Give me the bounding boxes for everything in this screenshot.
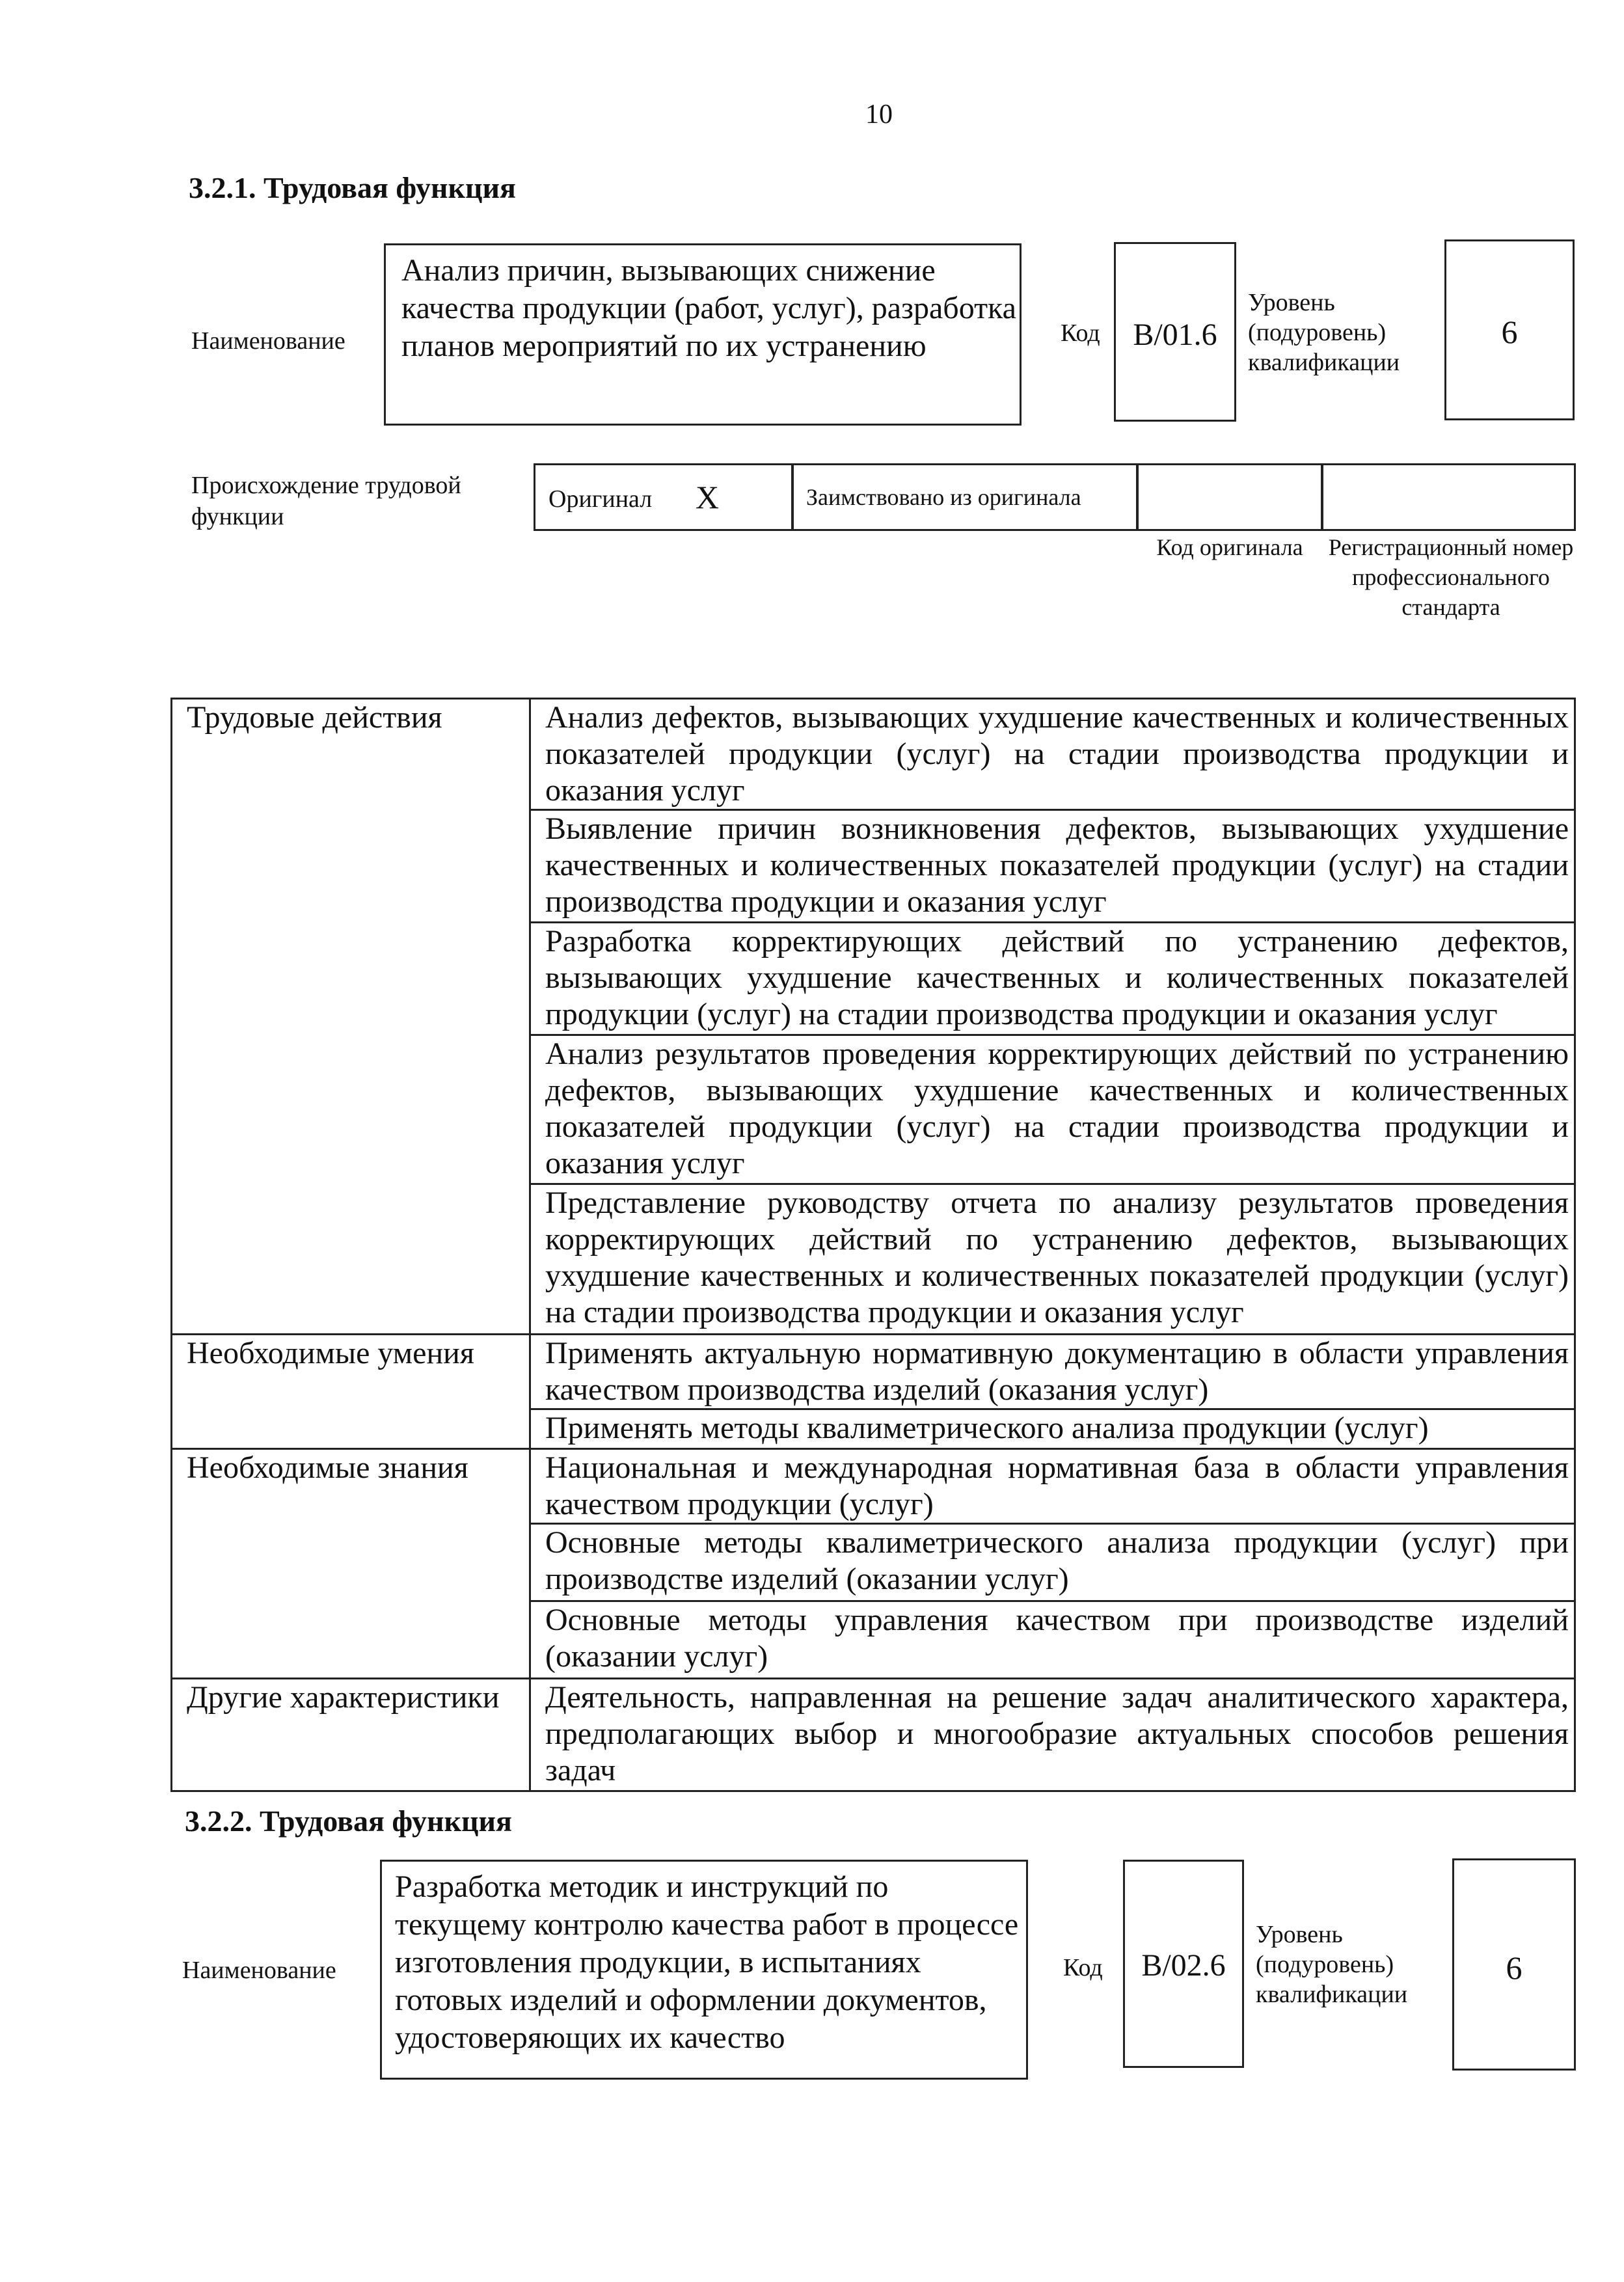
reg-number-cell: [1321, 463, 1576, 531]
level-box-2: [1452, 1858, 1576, 2071]
level-label-1: Уровень (подуровень) квалификации: [1248, 289, 1400, 376]
knowledge-2: Основные методы квалиметрического анализа продукции (услуг) при производстве изделий (оказании услуг): [530, 1524, 1575, 1601]
original-cell: [534, 463, 794, 531]
table-row: [172, 1335, 1575, 1409]
category-other: Другие характеристики: [172, 1679, 530, 1791]
table-row: [172, 1679, 1575, 1791]
code-label-2: Код: [1063, 1954, 1103, 1981]
original-code-cell: [1136, 463, 1323, 531]
knowledge-3: Основные методы управления качеством при производстве изделий (оказании услуг): [530, 1601, 1575, 1679]
table-row: [172, 1449, 1575, 1524]
labor-action-2: Выявление причин возникновения дефектов, вызывающих ухудшение качественных и количественных показателей продукции (услуг) на стадии производства продукции и оказания услуг: [530, 810, 1575, 923]
name-label-1: Наименование: [191, 327, 345, 355]
labor-action-1: Анализ дефектов, вызывающих ухудшение качественных и количественных показателей продукции (услуг) на стадии производства продукции и оказания услуг: [530, 699, 1575, 810]
function-name-1: Анализ причин, вызывающих снижение качества продукции (работ, услуг), разработка планов мероприятий по их устранению: [401, 253, 1016, 363]
page-number: 10: [865, 100, 893, 129]
characteristics-table: [170, 698, 1576, 1792]
code-box-2: [1123, 1860, 1244, 2068]
level-box-1: [1444, 239, 1575, 420]
category-labor-actions: Трудовые действия: [172, 699, 530, 1335]
skill-2: Применять методы квалиметрического анализа продукции (услуг): [530, 1409, 1575, 1449]
section-title-2: 3.2.2. Трудовая функция: [185, 1804, 512, 1838]
code-box-1: [1114, 242, 1236, 422]
level-value-1: 6: [1501, 314, 1518, 350]
category-knowledge: Необходимые знания: [172, 1449, 530, 1679]
code-value-2: B/02.6: [1141, 1948, 1226, 1983]
section-title-1: 3.2.1. Трудовая функция: [189, 171, 516, 204]
knowledge-1: Национальная и международная нормативная база в области управления качеством продукции (услуг): [530, 1449, 1575, 1524]
level-label-2: Уровень (подуровень) квалификации: [1256, 1921, 1408, 2008]
reg-number-label: Регистрационный номер профессионального стандарта: [1328, 534, 1574, 620]
original-mark: X: [696, 479, 720, 515]
level-value-2: 6: [1506, 1949, 1522, 1986]
labor-action-5: Представление руководству отчета по анализу результатов проведения корректирующих действий по устранению дефектов, вызывающих ухудшение качественных и количественных показателей продукции (услуг) на стадии производства продукции и оказания услуг: [530, 1184, 1575, 1335]
original-code-label: Код оригинала: [1156, 534, 1303, 560]
labor-action-4: Анализ результатов проведения корректирующих действий по устранению дефектов, вызывающих ухудшение качественных и количественных показателей продукции (услуг) на стадии производства продукции и оказания услуг: [530, 1035, 1575, 1184]
function-name-box-2: [380, 1860, 1028, 2080]
origin-label: Происхождение трудовой функции: [191, 472, 461, 530]
labor-action-3: Разработка корректирующих действий по устранению дефектов, вызывающих ухудшение качественных и количественных показателей продукции (услуг) на стадии производства продукции и оказания услуг: [530, 923, 1575, 1035]
table-row: [172, 699, 1575, 810]
function-name-box-1: [384, 243, 1022, 426]
code-value-1: B/01.6: [1133, 318, 1217, 352]
skill-1: Применять актуальную нормативную документацию в области управления качеством производства изделий (оказания услуг): [530, 1335, 1575, 1409]
original-label: Оригинал: [548, 485, 653, 513]
name-label-2: Наименование: [182, 1957, 336, 1984]
function-name-2: Разработка методик и инструкций по текущему контролю качества работ в процессе изготовления продукции, в испытаниях готовых изделий и оформлении документов, удостоверяющих их качество: [395, 1869, 1019, 2055]
borrowed-cell: [791, 463, 1139, 531]
other-1: Деятельность, направленная на решение задач аналитического характера, предполагающих выбор и многообразие актуальных способов решения задач: [530, 1679, 1575, 1791]
category-skills: Необходимые умения: [172, 1335, 530, 1449]
borrowed-label: Заимствовано из оригинала: [806, 484, 1081, 510]
code-label-1: Код: [1061, 319, 1100, 347]
